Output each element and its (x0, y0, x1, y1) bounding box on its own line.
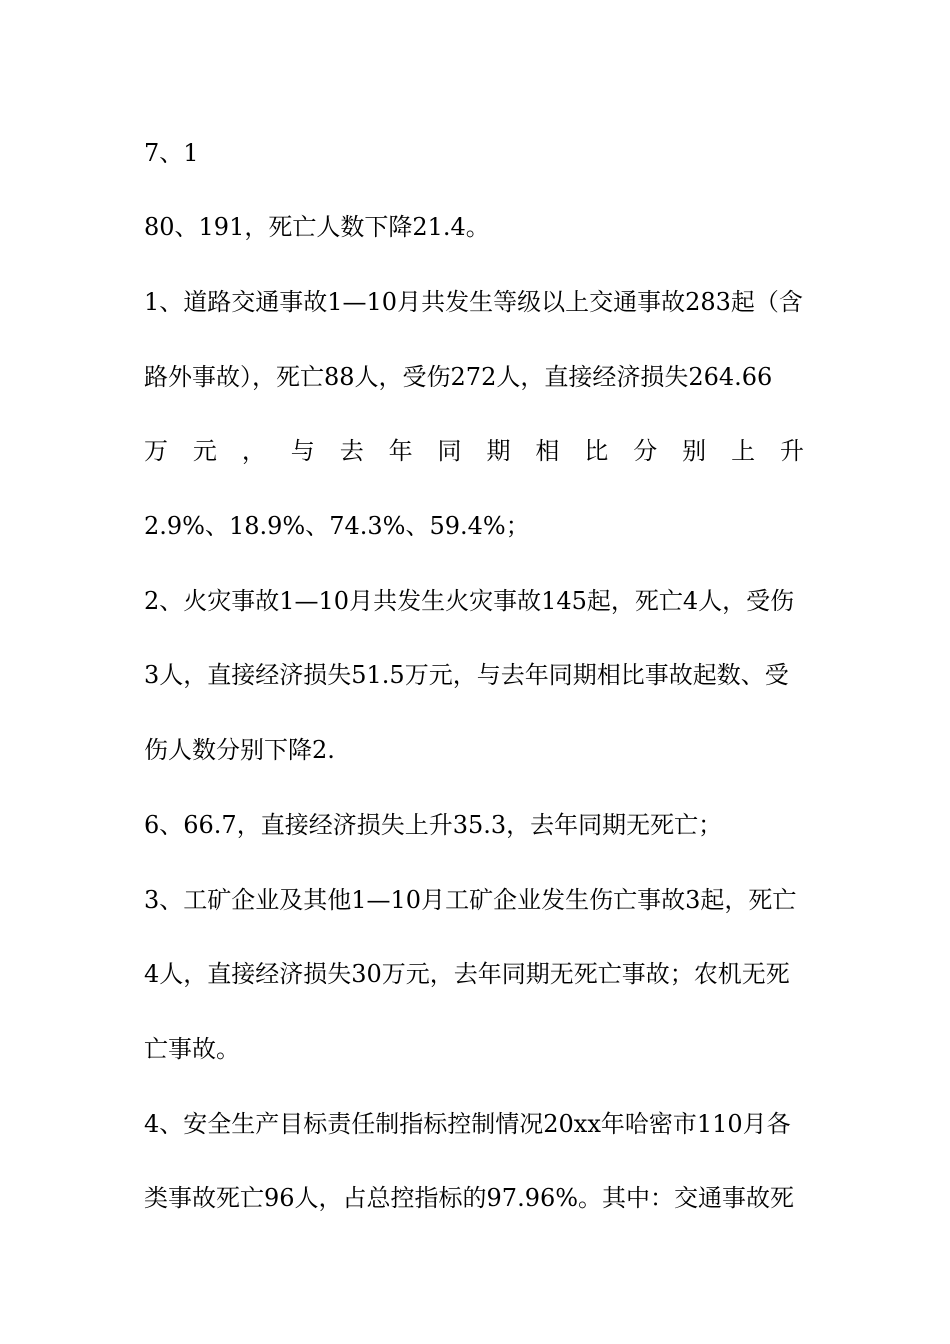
justified-word: 别 (682, 437, 707, 465)
justified-word: 去 (339, 437, 364, 465)
text-line-10: 6、66.7，直接经济损失上升35.3，去年同期无死亡； (144, 811, 723, 839)
text-line-3: 1、道路交通事故1—10月共发生等级以上交通事故283起（含 (144, 288, 803, 316)
justified-word: 升 (779, 437, 804, 465)
justified-word: 分 (633, 437, 658, 465)
text-line-6: 2.9%、18.9%、74.3%、59.4%； (144, 512, 530, 540)
text-line-11: 3、工矿企业及其他1—10月工矿企业发生伤亡事故3起，死亡 (144, 886, 797, 914)
text-line-1: 7、1 (144, 139, 199, 167)
text-line-12: 4人，直接经济损失30万元，去年同期无死亡事故；农机无死 (144, 960, 790, 988)
justified-word: 与 (290, 437, 315, 465)
text-line-13: 亡事故。 (144, 1035, 240, 1063)
justified-word: 同 (437, 437, 462, 465)
justified-word: 比 (584, 437, 609, 465)
justified-word: 期 (486, 437, 511, 465)
text-line-2: 80、191，死亡人数下降21.4。 (144, 213, 490, 241)
justified-word: 年 (388, 437, 413, 465)
justified-word: 万 (144, 437, 168, 465)
text-line-15: 类事故死亡96人，占总控指标的97.96%。其中：交通事故死 (144, 1184, 795, 1212)
text-line-4: 路外事故），死亡88人，受伤272人，直接经济损失264.66 (144, 363, 773, 391)
text-line-7: 2、火灾事故1—10月共发生火灾事故145起，死亡4人，受伤 (144, 587, 795, 615)
justified-word: 相 (535, 437, 560, 465)
text-line-5-justified (144, 431, 804, 471)
text-line-8: 3人，直接经济损失51.5万元，与去年同期相比事故起数、受 (144, 661, 789, 689)
justified-word: ， (241, 437, 266, 465)
justified-word: 元 (192, 437, 217, 465)
text-line-9: 伤人数分别下降2. (144, 736, 335, 764)
text-line-14: 4、安全生产目标责任制指标控制情况20xx年哈密市110月各 (144, 1110, 791, 1138)
justified-word: 上 (731, 437, 756, 465)
